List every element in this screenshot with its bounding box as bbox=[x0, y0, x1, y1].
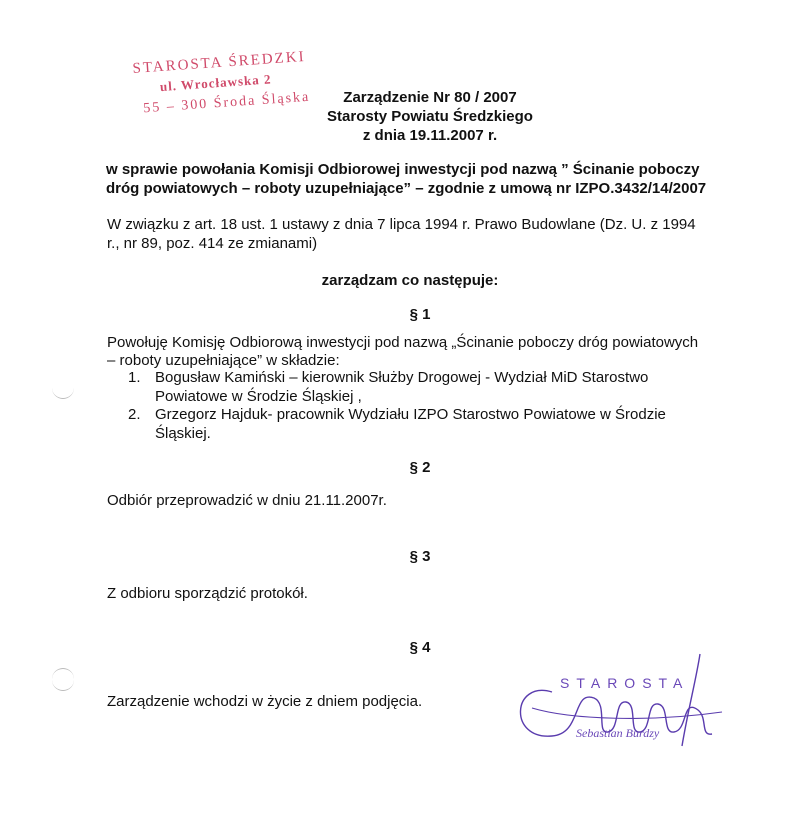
section-2-text: Odbiór przeprowadzić w dniu 21.11.2007r. bbox=[107, 492, 387, 509]
section-1-heading: § 1 bbox=[409, 306, 431, 323]
section-3-text: Z odbioru sporządzić protokół. bbox=[107, 585, 308, 602]
office-stamp bbox=[132, 47, 326, 119]
punch-hole-mark bbox=[52, 384, 74, 399]
section-3-heading: § 3 bbox=[409, 548, 431, 565]
list-item-number: 1. bbox=[128, 369, 141, 386]
subject-line-2: dróg powiatowych – roboty uzupełniające” – zgodnie z umową nr IZPO.3432/14/2007 bbox=[106, 180, 707, 197]
section-1-intro-line-1: Powołuję Komisję Odbiorową inwestycji pod nazwą „Ścinanie poboczy dróg powiatowych bbox=[107, 334, 699, 351]
document-issuer: Starosty Powiatu Średzkiego bbox=[327, 108, 533, 125]
signature-stamp bbox=[512, 650, 732, 750]
stamp-office-name: STAROSTA ŚREDZKI bbox=[132, 48, 307, 77]
section-1-intro-line-2: – roboty uzupełniające” w składzie: bbox=[107, 352, 340, 369]
stamp-street: ul. Wrocławska 2 bbox=[159, 71, 272, 95]
signature-name: Sebastian Burdzy bbox=[576, 726, 660, 740]
section-4-heading: § 4 bbox=[409, 639, 431, 656]
list-item bbox=[128, 405, 748, 443]
list-item-line-1: Grzegorz Hajduk- pracownik Wydziału IZPO Starostwo Powiatowe w Środzie bbox=[155, 406, 666, 423]
stamp-city: 55 – 300 Środa Śląska bbox=[142, 89, 311, 117]
section-4-text: Zarządzenie wchodzi w życie z dniem podjęcia. bbox=[107, 693, 423, 710]
list-item-line-2: Śląskiej. bbox=[155, 425, 211, 442]
list-item-line-1: Bogusław Kamiński – kierownik Służby Drogowej - Wydział MiD Starostwo bbox=[155, 369, 649, 386]
document-date: z dnia 19.11.2007 r. bbox=[362, 127, 498, 144]
subject-line-1: w sprawie powołania Komisji Odbiorowej inwestycji pod nazwą ” Ścinanie poboczy bbox=[106, 161, 700, 178]
signature-title: STAROSTA bbox=[560, 675, 690, 691]
legal-basis-line-1: W związku z art. 18 ust. 1 ustawy z dnia 7 lipca 1994 r. Prawo Budowlane (Dz. U. z 1994 bbox=[107, 216, 696, 233]
punch-hole-mark bbox=[52, 676, 74, 691]
legal-basis-line-2: r., nr 89, poz. 414 ze zmianami) bbox=[107, 235, 318, 252]
list-item-number: 2. bbox=[128, 406, 141, 423]
list-item bbox=[128, 368, 748, 406]
document-title: Zarządzenie Nr 80 / 2007 bbox=[343, 89, 517, 106]
list-item-line-2: Powiatowe w Środzie Śląskiej , bbox=[155, 388, 362, 405]
decree-heading: zarządzam co następuje: bbox=[321, 272, 499, 289]
section-2-heading: § 2 bbox=[409, 459, 431, 476]
